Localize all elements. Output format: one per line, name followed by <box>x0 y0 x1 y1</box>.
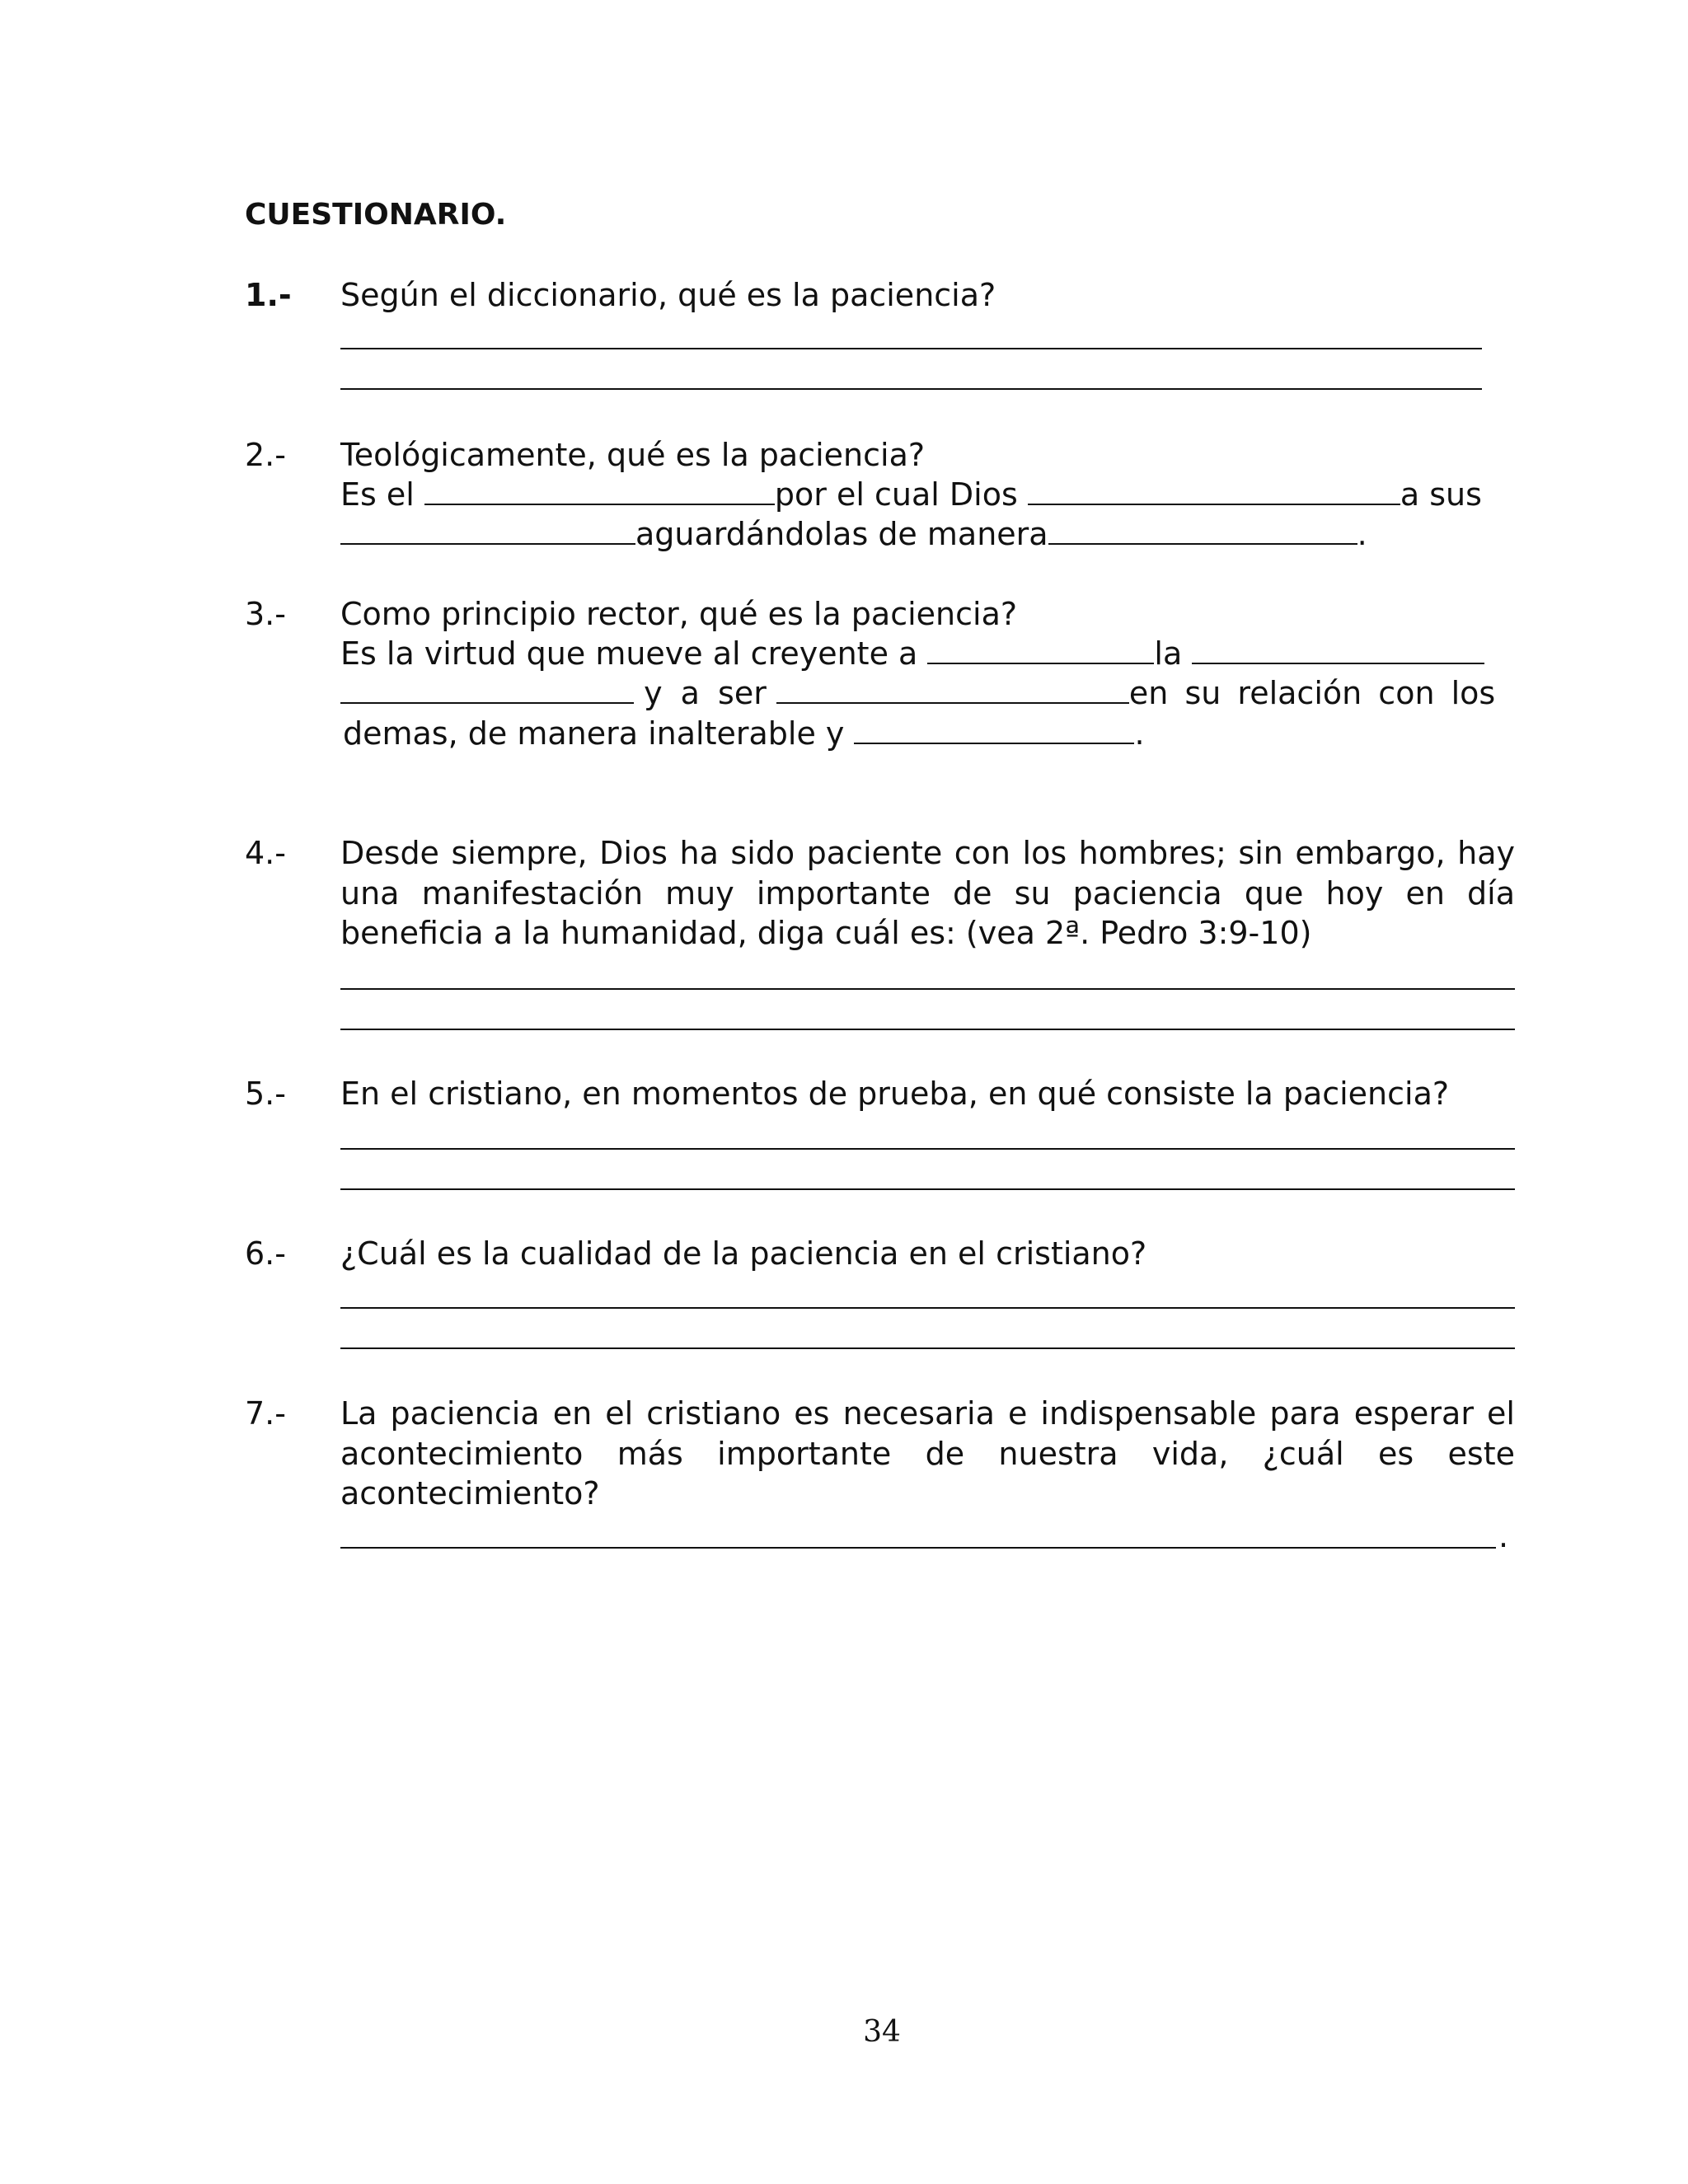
question-4-number: 4.- <box>245 835 286 871</box>
q3-blank-4[interactable] <box>776 674 1129 704</box>
answer-line-4b[interactable] <box>340 1029 1515 1030</box>
question-3-line-2 <box>340 673 1515 713</box>
answer-line-1a[interactable] <box>340 348 1482 349</box>
q3-text-y-a-ser: y a ser <box>644 675 767 711</box>
q3-text-virtud: Es la virtud que mueve al creyente a <box>340 635 918 672</box>
answer-line-5b[interactable] <box>340 1188 1515 1190</box>
question-1-text: Según el diccionario, qué es la paciencia? <box>340 277 996 313</box>
q2-blank-4[interactable] <box>1048 515 1357 545</box>
question-5-text: En el cristiano, en momentos de prueba, en qué consiste la paciencia? <box>340 1076 1450 1112</box>
answer-line-7[interactable] <box>340 1547 1496 1549</box>
question-7-text: La paciencia en el cristiano es necesaria e indispensable para esperar el acontecimiento más importante de nuestra vida, ¿cuál es este acontecimiento? <box>340 1395 1515 1511</box>
q3-text-demas: demas, de manera inalterable y <box>343 715 845 752</box>
q3-blank-2[interactable] <box>1192 635 1484 664</box>
question-2-text: Teológicamente, qué es la paciencia? <box>340 437 926 473</box>
q3-text-la: la <box>1154 635 1183 672</box>
answer-line-6b[interactable] <box>340 1347 1515 1349</box>
q3-blank-5[interactable] <box>854 715 1134 744</box>
q2-blank-3[interactable] <box>340 515 635 545</box>
answer-line-5a[interactable] <box>340 1148 1515 1150</box>
q3-blank-1[interactable] <box>927 635 1154 664</box>
question-2-number: 2.- <box>245 437 286 473</box>
q2-text-aguardandolas: aguardándolas de manera <box>635 516 1048 552</box>
question-3-line-1 <box>340 634 1484 673</box>
q2-text-por-el-cual: por el cual Dios <box>774 476 1018 513</box>
question-2-line-2 <box>340 514 1367 554</box>
answer-line-1b[interactable] <box>340 388 1482 390</box>
question-3-line-3 <box>343 714 1145 753</box>
question-6-text: ¿Cuál es la cualidad de la paciencia en el cristiano? <box>340 1235 1147 1272</box>
q3-text-relacion: en su relación con los <box>1128 675 1496 711</box>
page-number: 34 <box>863 2015 901 2049</box>
question-1-number: 1.- <box>245 277 292 313</box>
question-2-line-1 <box>340 475 1482 514</box>
q7-period: . <box>1498 1518 1509 1554</box>
q2-blank-2[interactable] <box>1028 476 1400 505</box>
question-7-number: 7.- <box>245 1395 286 1432</box>
answer-line-4a[interactable] <box>340 988 1515 990</box>
question-4-text: Desde siempre, Dios ha sido paciente con los hombres; sin embargo, hay una manifestación muy importante de su paciencia que hoy en día beneficia a la humanidad, diga cuál es: (vea 2ª. Pedro 3:9-10) <box>340 835 1515 951</box>
question-3-text: Como principio rector, qué es la paciencia? <box>340 596 1018 632</box>
q3-blank-3[interactable] <box>340 674 634 704</box>
answer-line-6a[interactable] <box>340 1307 1515 1309</box>
q2-text-es-el: Es el <box>340 476 415 513</box>
q3-period: . <box>1134 715 1145 752</box>
page-title: CUESTIONARIO. <box>245 198 507 232</box>
q2-blank-1[interactable] <box>424 476 775 505</box>
q2-text-a-sus: a sus <box>1400 476 1482 513</box>
question-3-number: 3.- <box>245 596 286 632</box>
q2-period: . <box>1357 516 1367 552</box>
question-5-number: 5.- <box>245 1076 286 1112</box>
question-6-number: 6.- <box>245 1235 286 1272</box>
